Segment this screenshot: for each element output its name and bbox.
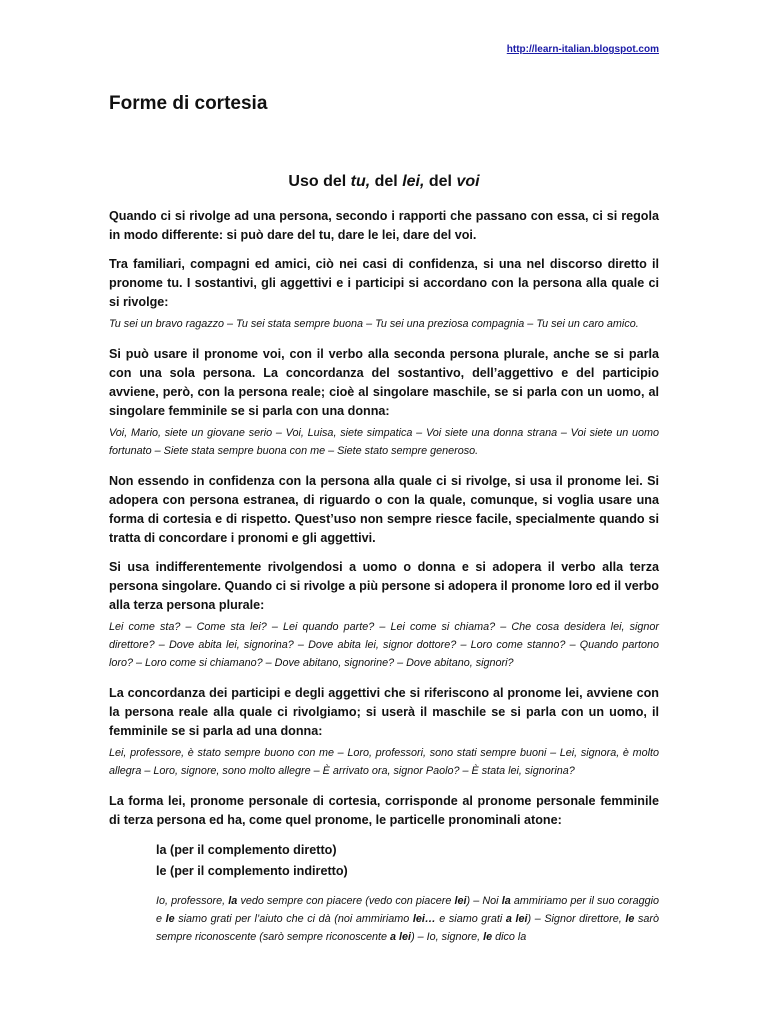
paragraph-intro: Quando ci si rivolge ad una persona, secondo i rapporti che passano con essa, ci si regola in modo differente: si può dare del tu, dare le lei, dare del voi. — [109, 209, 659, 242]
example-particelle: Io, professore, la vedo sempre con piacere (vedo con piacere lei) – Noi la ammiriamo per il suo coraggio e le siamo grati per l’aiuto che ci dà (noi ammiriamo lei… e siamo grati a lei) – Signor direttore, le sarò sempre riconoscente (sarò sempre riconoscente a lei) – Io, signore, le dico la — [156, 895, 660, 943]
example-concordanza: Lei, professore, è stato sempre buono con me – Loro, professori, sono stati sempre buoni – Lei, signora, è molto allegra – Loro, signore, sono molto allegre – È arrivato ora, signor Paolo? – È stata lei, signorina? — [109, 747, 659, 777]
paragraph-particelle: La forma lei, pronome personale di cortesia, corrisponde al pronome personale femminile di terza persona ed ha, come quel pronome, le particelle pronominali atone: — [109, 794, 659, 827]
paragraph-lei: Non essendo in confidenza con la persona alla quale ci si rivolge, si usa il pronome lei. Si adopera con persona estranea, di riguardo o con la quale, comunque, si voglia usare una forma di cortesia e di rispetto. Quest’uso non sempre riesce facile, specialmente quando si tratta di concordare i pronomi e gli aggettivi. — [109, 474, 659, 545]
example-voi: Voi, Mario, siete un giovane serio – Voi, Luisa, siete simpatica – Voi siete una donna strana – Voi siete un uomo fortunato – Siete stata sempre buona con me – Siete stato sempre generoso. — [109, 427, 659, 457]
list-item: le (per il complemento indiretto) — [156, 864, 348, 878]
list-item: la (per il complemento diretto) — [156, 843, 337, 857]
paragraph-concordanza: La concordanza dei participi e degli aggettivi che si riferiscono al pronome lei, avviene con la persona reale alla quale ci rivolgiamo; si userà il maschile se si parla con un uomo, il femminile se si parla ad una donna: — [109, 686, 659, 738]
example-tu: Tu sei un bravo ragazzo – Tu sei stata sempre buona – Tu sei una preziosa compagnia – Tu sei un caro amico. — [109, 318, 639, 330]
paragraph-loro: Si usa indifferentemente rivolgendosi a uomo o donna e si adopera il verbo alla terza persona singolare. Quando ci si rivolge a più persone si adopera il pronome loro ed il verbo alla terza persona plurale: — [109, 560, 659, 612]
source-link[interactable]: http://learn-italian.blogspot.com — [506, 44, 659, 55]
particle-list — [156, 840, 659, 882]
paragraph-tu: Tra familiari, compagni ed amici, ciò nei casi di confidenza, si una nel discorso diretto il pronome tu. I sostantivi, gli aggettivi e i participi si accordano con la persona alla quale ci si rivolge: — [109, 257, 659, 309]
section-title: Uso del tu, del lei, del voi — [288, 173, 480, 190]
example-lei-loro: Lei come sta? – Come sta lei? – Lei quando parte? – Lei come si chiama? – Che cosa desidera lei, signor direttore? – Dove abita lei, signorina? – Dove abita lei, signor dottore? – Loro come stanno? – Quando partono loro? – Loro come si chiamano? – Dove abitano, signorine? – Dove abitano, signori? — [109, 621, 659, 669]
document-title: Forme di cortesia — [109, 93, 268, 114]
paragraph-voi: Si può usare il pronome voi, con il verbo alla seconda persona plurale, anche se si parla con una sola persona. La concordanza del sostantivo, dell’aggettivo e del participio avviene, però, con la persona reale; cioè al singolare maschile, se si parla con un uomo, al singolare femminile se si parla con una donna: — [109, 347, 659, 418]
document-body — [109, 207, 659, 946]
